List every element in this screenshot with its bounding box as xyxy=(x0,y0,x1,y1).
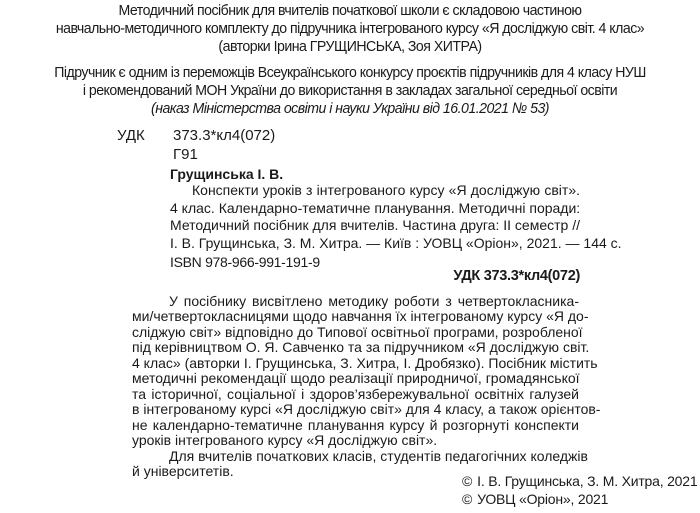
copyright-authors xyxy=(462,473,697,491)
annotation-line: 4 клас» (авторки І. Грущинська, З. Хитра, І. Дробязко). Посібник містить xyxy=(132,354,598,371)
series-line-2: навчально-методичного комплекту до підручника інтегрованого курсу «Я досліджую світ. 4 клас» xyxy=(55,20,645,37)
annotation-line: під керівництвом О. Я. Савченко та за підручником «Я досліджую світ. xyxy=(132,339,590,356)
biblio-line: Конспекти уроків з інтегрованого курсу «Я досліджую світ». xyxy=(192,182,580,198)
isbn: ISBN 978-966-991-191-9 xyxy=(170,254,320,270)
biblio-line: 4 клас. Календарно-тематичне планування. Методичні поради: xyxy=(170,199,581,216)
copyright-icon: © xyxy=(462,490,473,507)
annotation-paragraph xyxy=(132,293,601,479)
udk-code: 373.3*кл4(072) xyxy=(173,127,276,144)
audience-line: й університетів. xyxy=(132,462,234,479)
series-line-1: Методичний посібник для вчителів початкової школи є складовою частиною xyxy=(118,2,582,19)
copyright-authors-text: І. В. Грущинська, З. М. Хитра, 2021 xyxy=(477,473,698,489)
ministry-order-note: (наказ Міністерства освіти і науки України від 16.01.2021 № 53) xyxy=(151,100,549,117)
approval-line-2: і рекомендований МОН України до використання в закладах загальної середньої освіти xyxy=(82,82,618,99)
annotation-line: та історичної, соціальної і здоров’язбережувальної освітніх галузей xyxy=(132,385,579,402)
author-mark: Г91 xyxy=(173,146,198,163)
annotation-line: уроків інтегрованого курсу «Я досліджую світ». xyxy=(132,432,438,449)
approval-line-1: Підручник є одним із переможців Всеукраїнського конкурсу проєктів підручників для 4 класу НУШ xyxy=(54,64,646,81)
annotation-line: ми/четвертокласницями щодо навчання їх інтегрованому курсу «Я до- xyxy=(132,308,589,325)
annotation-line: методичні рекомендації щодо реалізації природничої, громадянської xyxy=(132,370,580,387)
annotation-line: не календарно-тематичне планування курсу й розгорнуті конспекти xyxy=(132,416,579,433)
author-heading: Грущинська І. В. xyxy=(170,166,284,182)
udk-code-bold: УДК 373.3*кл4(072) xyxy=(453,268,580,284)
annotation-line: сліджую світ» відповідно до Типової освітньої програми, розробленої xyxy=(132,323,583,340)
bibliographic-description xyxy=(170,182,622,252)
annotation-line: в інтегрованому курсі «Я досліджую світ» для 4 класу, а також орієнтов- xyxy=(132,401,601,418)
biblio-line: Методичний посібник для вчителів. Частина друга: ІІ семестр // xyxy=(170,217,580,233)
copyright-icon: © xyxy=(462,473,473,489)
series-line-3: (авторки Ірина ГРУЩИНСЬКА, Зоя ХИТРА) xyxy=(218,38,482,55)
biblio-line: І. В. Грущинська, З. М. Хитра. — Київ : УОВЦ «Оріон», 2021. — 144 с. xyxy=(170,234,622,251)
audience-line: Для вчителів початкових класів, студентів педагогічних коледжів xyxy=(169,447,588,464)
udk-label: УДК xyxy=(117,127,145,144)
series-description xyxy=(25,2,676,56)
copyright-block xyxy=(462,473,697,508)
copyright-publisher-text: УОВЦ «Оріон», 2021 xyxy=(477,490,609,507)
copyright-publisher xyxy=(462,491,697,509)
approval-notice xyxy=(25,64,676,118)
annotation-line: У посібнику висвітлено методику роботи з четвертокласника- xyxy=(169,293,579,309)
